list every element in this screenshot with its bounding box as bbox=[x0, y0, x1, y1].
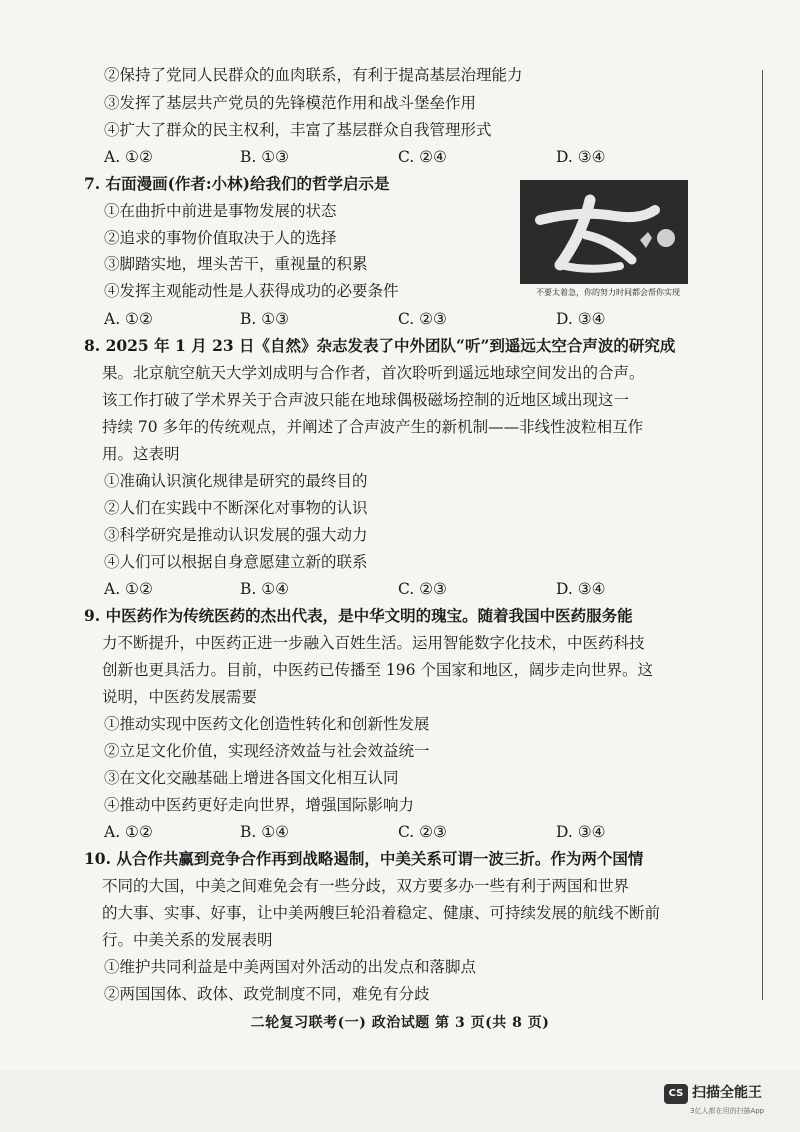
q8-line-4: 持续 70 多年的传统观点，并阐述了合声波产生的新机制——非线性波粒相互作 bbox=[102, 418, 644, 436]
scanner-watermark bbox=[660, 1080, 790, 1124]
q9-option-b: B. ①④ bbox=[240, 823, 290, 841]
q7-statement-3: ③脚踏实地，埋头苦干，重视量的积累 bbox=[104, 255, 368, 273]
q7-stem: 7. 右面漫画(作者:小林)给我们的哲学启示是 bbox=[84, 174, 390, 193]
q7-option-b: B. ①③ bbox=[240, 310, 290, 328]
q8-statement-1: ①准确认识演化规律是研究的最终目的 bbox=[104, 472, 368, 490]
cartoon-image bbox=[520, 180, 688, 284]
q10-statement-1: ①维护共同利益是中美两国对外活动的出发点和落脚点 bbox=[104, 958, 477, 976]
q10-line-1: 10. 从合作共赢到竞争合作再到战略遏制，中美关系可谓一波三折。作为两个国情 bbox=[84, 849, 644, 868]
cartoon-drawing bbox=[520, 180, 688, 284]
q8-statement-4: ④人们可以根据自身意愿建立新的联系 bbox=[104, 553, 368, 571]
q7-option-a: A. ①② bbox=[104, 310, 153, 328]
q8-line-1: 8. 2025 年 1 月 23 日《自然》杂志发表了中外团队“听”到遥远太空合声波的研究成 bbox=[84, 336, 676, 355]
q8-line-5: 用。这表明 bbox=[102, 445, 180, 463]
page-footer: 二轮复习联考(一) 政治试题 第 3 页(共 8 页) bbox=[250, 1015, 550, 1031]
q9-option-a: A. ①② bbox=[104, 823, 153, 841]
q6-option-c: C. ②④ bbox=[398, 148, 447, 166]
q8-option-d: D. ③④ bbox=[556, 580, 606, 598]
q8-statement-3: ③科学研究是推动认识发展的强大动力 bbox=[104, 526, 368, 544]
q8-option-a: A. ①② bbox=[104, 580, 153, 598]
q6-option-a: A. ①② bbox=[104, 148, 153, 166]
q6-statement-2: ②保持了党同人民群众的血肉联系，有利于提高基层治理能力 bbox=[104, 66, 523, 84]
q9-statement-2: ②立足文化价值，实现经济效益与社会效益统一 bbox=[104, 742, 430, 760]
q7-option-c: C. ②③ bbox=[398, 310, 447, 328]
q9-statement-4: ④推动中医药更好走向世界，增强国际影响力 bbox=[104, 796, 415, 814]
q9-line-2: 力不断提升，中医药正进一步融入百姓生活。运用智能数字化技术，中医药科技 bbox=[102, 634, 645, 652]
q7-statement-2: ②追求的事物价值取决于人的选择 bbox=[104, 229, 337, 247]
q8-option-b: B. ①④ bbox=[240, 580, 290, 598]
q7-statement-1: ①在曲折中前进是事物发展的状态 bbox=[104, 202, 337, 220]
q9-statement-3: ③在文化交融基础上增进各国文化相互认同 bbox=[104, 769, 399, 787]
q7-statement-4: ④发挥主观能动性是人获得成功的必要条件 bbox=[104, 282, 399, 300]
q10-line-3: 的大事、实事、好事，让中美两艘巨轮沿着稳定、健康、可持续发展的航线不断前 bbox=[102, 904, 661, 922]
q9-line-3: 创新也更具活力。目前，中医药已传播至 196 个国家和地区，阔步走向世界。这 bbox=[102, 661, 653, 679]
q6-option-b: B. ①③ bbox=[240, 148, 290, 166]
q10-line-2: 不同的大国，中美之间难免会有一些分歧，双方要多办一些有利于两国和世界 bbox=[102, 877, 630, 895]
q7-option-d: D. ③④ bbox=[556, 310, 606, 328]
q8-option-c: C. ②③ bbox=[398, 580, 447, 598]
q8-line-3: 该工作打破了学术界关于合声波只能在地球偶极磁场控制的近地区域出现这一 bbox=[102, 391, 630, 409]
watermark-title: 扫描全能王 bbox=[692, 1085, 762, 1101]
q9-statement-1: ①推动实现中医药文化创造性转化和创新性发展 bbox=[104, 715, 430, 733]
q10-line-4: 行。中美关系的发展表明 bbox=[102, 931, 273, 949]
q8-line-2: 果。北京航空航天大学刘成明与合作者，首次聆听到遥远地球空间发出的合声。 bbox=[102, 364, 645, 382]
q9-line-4: 说明，中医药发展需要 bbox=[102, 688, 258, 706]
q6-option-d: D. ③④ bbox=[556, 148, 606, 166]
camscanner-logo-icon: CS bbox=[664, 1084, 688, 1104]
margin-rule bbox=[762, 70, 763, 1000]
cartoon-caption: 不要太着急，你的努力时间都会帮你实现 bbox=[536, 288, 680, 297]
q6-statement-3: ③发挥了基层共产党员的先锋模范作用和战斗堡垒作用 bbox=[104, 94, 477, 112]
q9-line-1: 9. 中医药作为传统医药的杰出代表，是中华文明的瑰宝。随着我国中医药服务能 bbox=[84, 606, 633, 625]
watermark-subtitle: 3亿人都在用的扫描App bbox=[690, 1107, 765, 1115]
q10-statement-2: ②两国国体、政体、政党制度不同，难免有分歧 bbox=[104, 985, 430, 1003]
q9-option-c: C. ②③ bbox=[398, 823, 447, 841]
q9-option-d: D. ③④ bbox=[556, 823, 606, 841]
q8-statement-2: ②人们在实践中不断深化对事物的认识 bbox=[104, 499, 368, 517]
q6-statement-4: ④扩大了群众的民主权利，丰富了基层群众自我管理形式 bbox=[104, 121, 492, 139]
